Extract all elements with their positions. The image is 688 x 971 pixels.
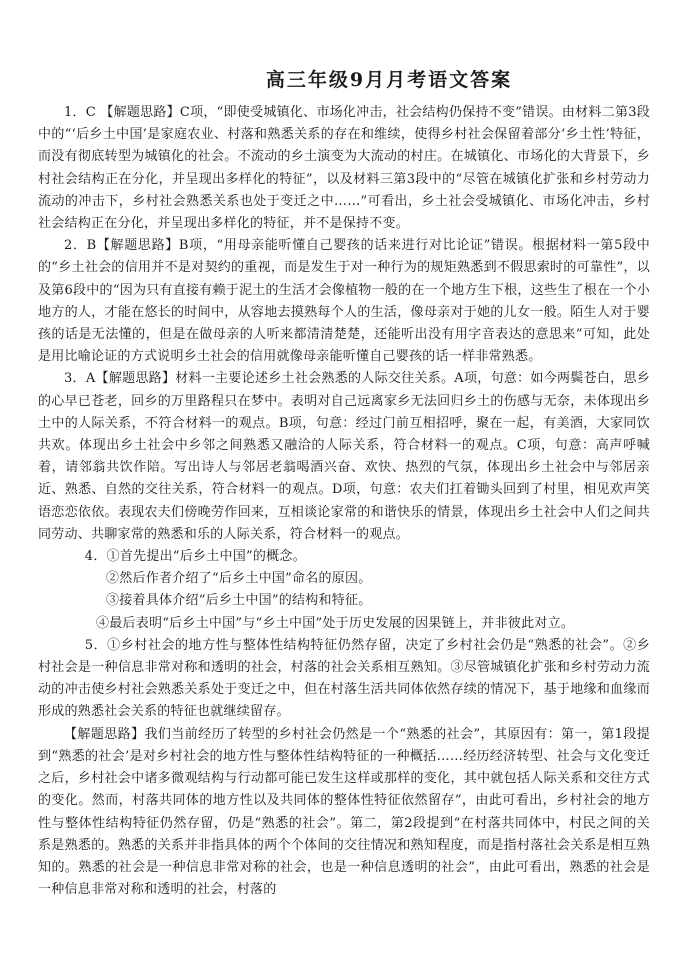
answer-q2: 2．B【解题思路】B项，“用母亲能听懂自己婴孩的话来进行对比论证”错误。根据材料一第5段中的“乡土社会的信用并不是对契约的重视，而是发生于对一种行为的规矩熟悉到不假思索时的可靠性”，以及第6段中的“因为只有直接有赖于泥土的生活才会像植物一般的在一个地方生下根，这些生了根在一个小地方的人，才能在悠长的时间中，从容地去摸熟每个人的生活，像母亲对于她的儿女一般。陌生人对于婴孩的话是无法懂的，但是在做母亲的人听来都清清楚楚，还能听出没有用字音表达的意思来”可知，此处是用比喻论证的方式说明乡土社会的信用就像母亲能听懂自己婴孩的话一样非常熟悉。	[38, 238, 650, 365]
page-title: 高三年级9月月考语文答案	[265, 69, 513, 91]
answer-q1: 1．C 【解题思路】C项，“即使受城镇化、市场化冲击，社会结构仍保持不变”错误。由材料二第3段中的“‘后乡土中国’是家庭农业、村落和熟悉关系的存在和维续，使得乡村社会保留着部分‘乡土性’特征，而没有彻底转型为城镇化的社会。不流动的乡土演变为大流动的村庄。在城镇化、市场化的大背景下，乡村社会结构正在分化，并呈现出多样化的特征”，以及材料三第3段中的“尽管在城镇化扩张和乡村劳动力流动的冲击下，乡村社会熟悉关系也处于变迁之中……”可看出，乡土社会受城镇化、市场化冲击，乡村社会结构正在分化，并呈现出多样化的特征，并不是保持不变。	[38, 105, 650, 232]
answer-q4-item: ④最后表明“后乡土中国”与“乡土中国”处于历史发展的因果链上，并非彼此对立。	[96, 615, 575, 631]
answer-q5: 5．①乡村社会的地方性与整体性结构特征仍然存留，决定了乡村社会仍是“熟悉的社会”。②乡村社会是一种信息非常对称和透明的社会，村落的社会关系相互熟知。③尽管城镇化扩张和乡村劳动力流动的冲击使乡村社会熟悉关系处于变迁之中，但在村落生活共同体依然存续的情况下，基于地缘和血缘而形成的熟悉社会关系的特征也就继续留存。	[38, 637, 650, 720]
answer-q5-analysis: 【解题思路】我们当前经历了转型的乡村社会仍然是一个“熟悉的社会”，其原因有：第一，第1段提到“熟悉的社会’是对乡村社会的地方性与整体性结构特征的一种概括……经历经济转型、社会与文化变迁之后，乡村社会中诸多微观结构与行动都可能已发生这样或那样的变化，其中就包括人际关系和交往方式的变化。然而，村落共同体的地方性以及共同体的整体性特征依然留存”，由此可看出，乡村社会的地方性与整体性结构特征仍然存留，仍是“熟悉的社会”。第二，第2段提到“在村落共同体中，村民之间的关系是熟悉的。熟悉的关系并非指具体的两个个体间的交往情况和熟知程度，而是指村落社会关系是相互熟知的。熟悉的社会是一种信息非常对称的社会，也是一种信息透明的社会”，由此可看出，熟悉的社会是一种信息非常对称和透明的社会，村落的	[38, 726, 650, 898]
answer-q3: 3．A【解题思路】材料一主要论述乡土社会熟悉的人际交往关系。A项，句意：如今两鬓苍白，思乡的心早已苍老，回乡的万里路程只在梦中。表明对自己远离家乡无法回归乡土的伤感与无奈，未体现出乡土中的人际关系，不符合材料一的观点。B项，句意：经过门前互相招呼，聚在一起，有美酒，大家同饮共欢。体现出乡土社会中乡邻之间熟悉又融洽的人际关系，符合材料一的观点。C项，句意：高声呼喊着，请邻翁共饮作陪。写出诗人与邻居老翁喝酒兴奋、欢快、热烈的气氛，体现出乡土社会中与邻居亲近、熟悉、自然的交往关系，符合材料一的观点。D项，句意：农夫们扛着锄头回到了村里，相见欢声笑语恋恋依依。表现农夫们傍晚劳作回来，互相谈论家常的和谐快乐的情景，体现出乡土社会中人们之间共同劳动、共聊家常的熟悉和乐的人际关系，符合材料一的观点。	[38, 371, 650, 542]
answer-q4-head: 4．①首先提出“后乡土中国”的概念。	[84, 549, 306, 565]
answer-q4-item: ②然后作者介绍了“后乡土中国”命名的原因。	[106, 571, 372, 587]
answer-q4-item: ③接着具体介绍“后乡土中国”的结构和特征。	[106, 593, 372, 609]
